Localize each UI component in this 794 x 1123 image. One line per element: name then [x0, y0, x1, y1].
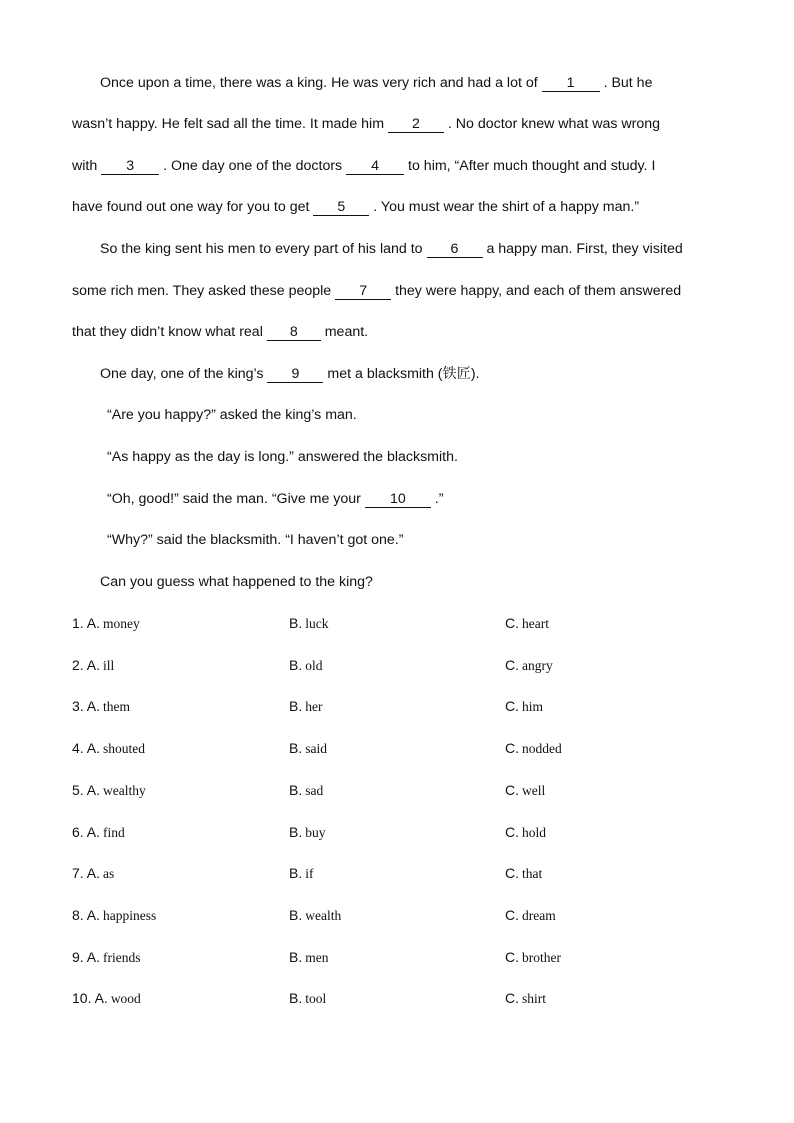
option-label: C.: [505, 782, 519, 798]
option-a: [72, 864, 114, 883]
blank-2: 2: [388, 117, 444, 133]
blank-9: 9: [267, 367, 323, 383]
option-label: 6. A.: [72, 824, 101, 840]
option-c: [505, 739, 562, 758]
option-a: [72, 656, 114, 675]
option-label: C.: [505, 907, 519, 923]
option-word: shouted: [103, 741, 146, 756]
option-b: [289, 989, 326, 1008]
option-word: men: [305, 950, 329, 965]
passage-text: met a blacksmith (铁匠).: [323, 366, 480, 382]
option-label: B.: [289, 740, 303, 756]
option-a: [72, 989, 141, 1008]
option-b: [289, 948, 328, 967]
option-word: them: [103, 699, 131, 714]
blank-10: 10: [365, 492, 431, 508]
option-label: B.: [289, 865, 303, 881]
option-word: hold: [522, 825, 547, 840]
option-c: [505, 697, 543, 716]
passage-text: . You must wear the shirt of a happy man.”: [369, 199, 640, 215]
passage-text: to him, “After much thought and study. I: [404, 158, 656, 174]
option-word: luck: [305, 616, 329, 631]
passage-text: have found out one way for you to get: [72, 199, 314, 215]
blank-6: 6: [427, 242, 483, 258]
blank-8: 8: [267, 325, 321, 341]
passage-line: [72, 115, 660, 133]
option-word: ill: [103, 658, 115, 673]
passage-text: meant.: [320, 324, 369, 340]
passage-line: [100, 74, 652, 92]
blank-4: 4: [346, 159, 404, 175]
option-word: wealth: [305, 908, 342, 923]
option-label: 9. A.: [72, 949, 101, 965]
dialogue-line: “As happy as the day is long.” answered the blacksmith.: [107, 449, 458, 465]
option-label: 3. A.: [72, 698, 101, 714]
option-label: 7. A.: [72, 865, 101, 881]
option-word: him: [522, 699, 544, 714]
option-label: 10. A.: [72, 990, 108, 1006]
option-label: C.: [505, 990, 519, 1006]
option-b: [289, 823, 325, 842]
option-word: said: [305, 741, 327, 756]
passage-text: . No doctor knew what was wrong: [443, 116, 661, 132]
option-label: 8. A.: [72, 907, 101, 923]
passage-text: .”: [430, 491, 444, 507]
option-label: 1. A.: [72, 615, 101, 631]
option-label: 2. A.: [72, 657, 101, 673]
option-label: 5. A.: [72, 782, 101, 798]
option-c: [505, 656, 553, 675]
passage-text: with: [72, 158, 102, 174]
option-word: tool: [305, 991, 327, 1006]
passage-line: [72, 323, 368, 341]
option-a: [72, 697, 130, 716]
passage-text: that they didn’t know what real: [72, 324, 267, 340]
dialogue-line: “Are you happy?” asked the king’s man.: [107, 407, 357, 423]
option-a: [72, 781, 146, 800]
option-label: B.: [289, 782, 303, 798]
option-word: well: [522, 783, 546, 798]
passage-text: . One day one of the doctors: [159, 158, 347, 174]
option-word: buy: [305, 825, 326, 840]
option-word: that: [522, 866, 543, 881]
option-c: [505, 614, 549, 633]
blank-1: 1: [542, 76, 600, 92]
option-word: friends: [103, 950, 141, 965]
passage-line: [72, 282, 681, 300]
option-b: [289, 656, 323, 675]
option-word: sad: [305, 783, 324, 798]
option-b: [289, 697, 322, 716]
option-label: B.: [289, 949, 303, 965]
option-c: [505, 781, 545, 800]
blank-7: 7: [335, 284, 391, 300]
passage-text: “Oh, good!” said the man. “Give me your: [107, 491, 365, 507]
option-word: wealthy: [103, 783, 146, 798]
option-word: happiness: [103, 908, 157, 923]
option-c: [505, 906, 556, 925]
option-label: C.: [505, 865, 519, 881]
option-label: B.: [289, 990, 303, 1006]
option-word: old: [305, 658, 323, 673]
option-b: [289, 614, 328, 633]
option-label: B.: [289, 824, 303, 840]
option-b: [289, 739, 327, 758]
option-c: [505, 989, 546, 1008]
passage-text: . But he: [599, 75, 653, 91]
option-word: angry: [522, 658, 553, 673]
option-a: [72, 948, 141, 967]
option-label: C.: [505, 824, 519, 840]
option-a: [72, 614, 140, 633]
passage-line: [72, 157, 655, 175]
option-label: B.: [289, 698, 303, 714]
passage-line: [100, 240, 683, 258]
dialogue-line: “Why?” said the blacksmith. “I haven’t got one.”: [107, 532, 404, 548]
passage-text: a happy man. First, they visited: [482, 241, 683, 257]
option-label: B.: [289, 907, 303, 923]
dialogue-line: [107, 490, 443, 508]
passage-line: [100, 365, 480, 383]
option-b: [289, 864, 313, 883]
option-word: as: [103, 866, 115, 881]
option-label: B.: [289, 657, 303, 673]
option-a: [72, 823, 125, 842]
passage-text: wasn’t happy. He felt sad all the time. It made him: [72, 116, 388, 132]
option-word: shirt: [522, 991, 547, 1006]
option-word: nodded: [522, 741, 562, 756]
option-word: wood: [110, 991, 141, 1006]
option-label: C.: [505, 615, 519, 631]
option-label: C.: [505, 657, 519, 673]
blank-3: 3: [101, 159, 159, 175]
option-c: [505, 864, 542, 883]
option-word: brother: [522, 950, 561, 965]
option-label: B.: [289, 615, 303, 631]
closing-question: Can you guess what happened to the king?: [100, 574, 373, 590]
option-word: her: [305, 699, 323, 714]
option-word: heart: [522, 616, 549, 631]
option-c: [505, 823, 546, 842]
passage-text: they were happy, and each of them answered: [391, 283, 682, 299]
passage-text: Once upon a time, there was a king. He was very rich and had a lot of: [100, 75, 542, 91]
option-word: dream: [522, 908, 556, 923]
passage-text: So the king sent his men to every part of his land to: [100, 241, 427, 257]
blank-5: 5: [313, 200, 369, 216]
option-label: C.: [505, 740, 519, 756]
passage-text: some rich men. They asked these people: [72, 283, 336, 299]
option-c: [505, 948, 561, 967]
option-word: money: [103, 616, 140, 631]
option-b: [289, 906, 341, 925]
passage-line: [72, 198, 639, 216]
option-label: C.: [505, 698, 519, 714]
option-word: if: [305, 866, 314, 881]
option-a: [72, 739, 145, 758]
option-a: [72, 906, 156, 925]
passage-text: One day, one of the king’s: [100, 366, 268, 382]
option-label: 4. A.: [72, 740, 101, 756]
option-word: find: [103, 825, 125, 840]
option-b: [289, 781, 323, 800]
option-label: C.: [505, 949, 519, 965]
